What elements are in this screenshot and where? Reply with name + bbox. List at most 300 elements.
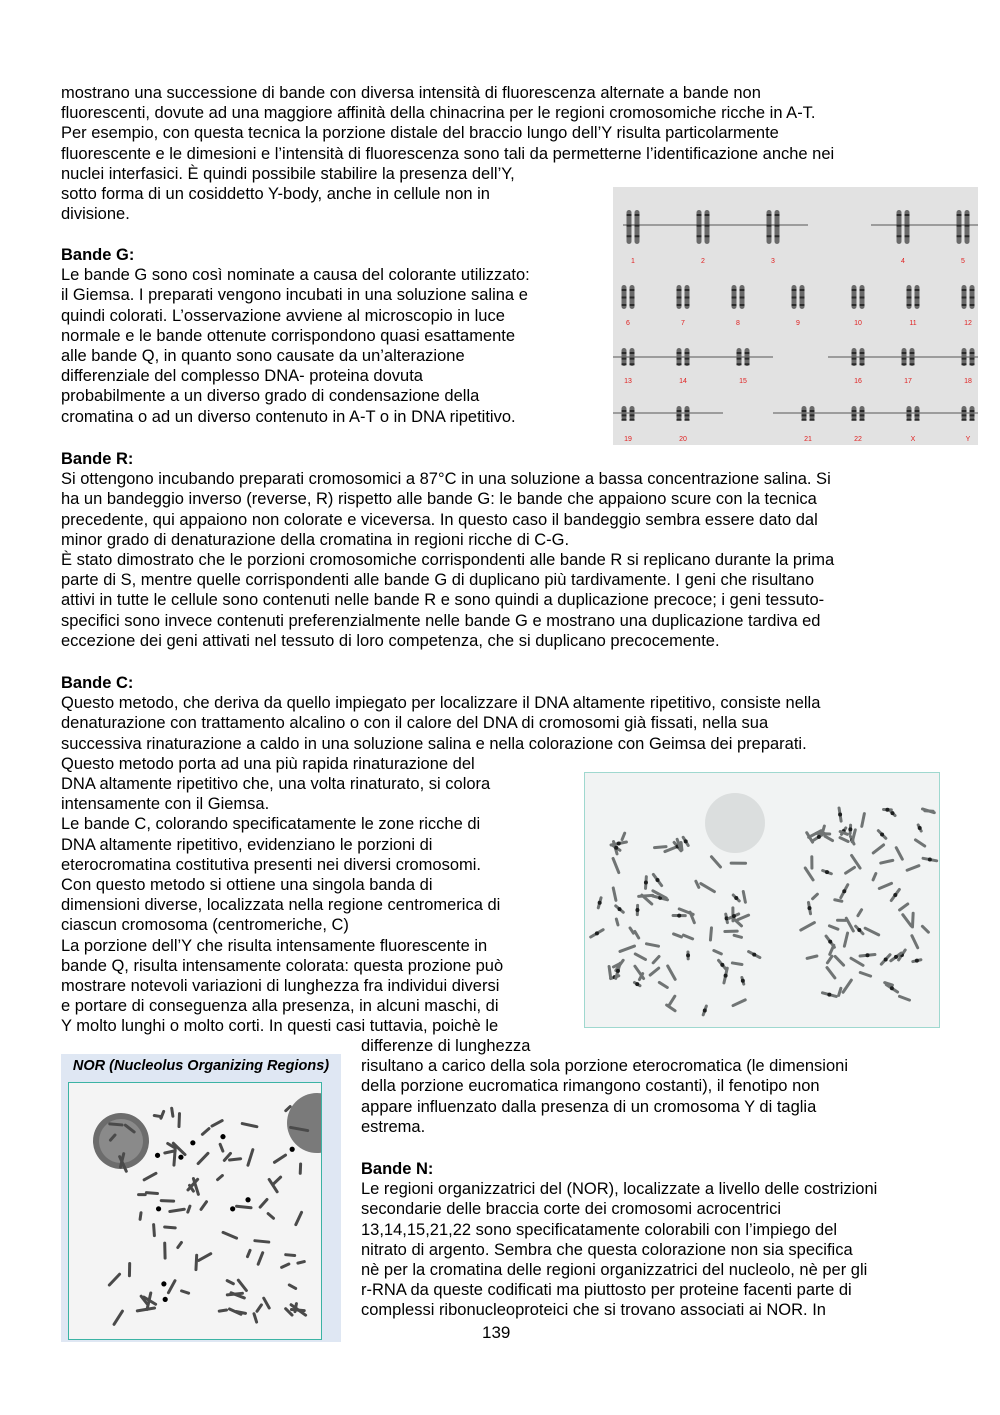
chromosome-band (860, 297, 865, 299)
chromosome (147, 1293, 151, 1309)
chromosome (852, 855, 860, 868)
chromosome (140, 1213, 141, 1220)
chromosome (835, 900, 842, 902)
chromosome-band (910, 352, 915, 354)
text-line: DNA altamente ripetitivo, evidenziano le porzioni di (61, 835, 433, 854)
chromosome (896, 848, 902, 860)
chromosome-band (792, 304, 797, 306)
section-heading: Bande R: (61, 450, 134, 468)
chromosome-band (907, 410, 912, 412)
chromosome-number-label: 9 (796, 320, 800, 327)
chromosome (230, 1159, 241, 1160)
text-line: ha un bandeggio inverso (reverse, R) rispetto alle bande G: le bande che appaiono scure con la tecnica (61, 490, 817, 509)
chromosome-band (630, 414, 635, 416)
chromosome (178, 1243, 182, 1248)
chromosome (635, 954, 645, 960)
chromosome (238, 1280, 246, 1290)
chromosome-band (622, 414, 627, 416)
chromosome-band (740, 304, 745, 306)
chromosome-band (767, 225, 772, 227)
nucleus (287, 1093, 321, 1153)
text-line: mostrare notevoli variazioni di lunghezza fra individui diversi (61, 977, 500, 996)
centromeric-band (720, 963, 724, 967)
chromosome-band (677, 352, 682, 354)
nor-silver-dot (245, 1197, 250, 1202)
chromosome (646, 944, 658, 946)
chromosome-band (677, 297, 682, 299)
chromosome-band (910, 363, 915, 365)
text-line: specifici sono invece contenuti preferenzialmente nelle bande G e mostrano una duplicazione tardiva ed (61, 611, 821, 630)
chromosome-band (630, 419, 635, 421)
chromosome (635, 931, 639, 937)
chromosome (616, 919, 618, 925)
chromosome (827, 968, 835, 978)
chromosome (227, 1281, 233, 1284)
chromosome-band (852, 358, 857, 360)
chromosome-band (852, 419, 857, 421)
text-line: Questo metodo porta ad una più rapida rinaturazione del (61, 754, 475, 773)
chromosome (146, 1193, 157, 1194)
chromosome-band (860, 363, 865, 365)
chromosome-band (802, 410, 807, 412)
text-line: Con questo metodo si ottiene una singola banda di (61, 876, 433, 895)
chromosome-band (740, 297, 745, 299)
chromosome-number-label: 14 (679, 378, 687, 385)
chromosome-band (897, 235, 902, 237)
text-line: normale e le bande ottenute corrispondono quasi esattamente (61, 326, 516, 345)
text-line: alle bande Q, in quanto sono causate da un’alterazione (61, 347, 465, 366)
chromosome (879, 883, 891, 888)
centromeric-band (893, 893, 897, 897)
text-line: Le regioni organizzatrici del (NOR), localizzate a livello delle costrizioni (361, 1180, 878, 1199)
chromosome-band (685, 289, 690, 291)
centromeric-band (732, 914, 736, 918)
chromosome-chromatid (630, 406, 635, 420)
centromeric-band (825, 870, 829, 874)
text-line: eterocromatina costitutiva presenti nei diversi cromosomi. (61, 855, 482, 874)
karyotype-figure (613, 187, 978, 445)
text-line: attivi in tutte le cellule sono contenuti nelle bande R e sono quindi a duplicazione precoce; i geni tessuto- (61, 591, 825, 610)
chromosome-band (685, 297, 690, 299)
chromosome-band (907, 304, 912, 306)
chromosome-number-label: 8 (736, 320, 740, 327)
chromosome-band (860, 414, 865, 416)
chromosome-band (962, 358, 967, 360)
chromosome-band (705, 225, 710, 227)
chromosome-band (970, 363, 975, 365)
nor-metaphase-drawing (69, 1083, 321, 1339)
text-line: bande Q, risulta intensamente colorata: questa prozione può (61, 956, 504, 975)
chromosome-band (622, 352, 627, 354)
chromosome-band (962, 297, 967, 299)
chromosome (668, 966, 675, 979)
section-bande-n (361, 1159, 877, 1321)
chromosome-number-label: 4 (901, 258, 905, 265)
chromosome-band (745, 352, 750, 354)
chromosome (732, 963, 742, 965)
chromosome-band (915, 297, 920, 299)
chromosome (851, 958, 863, 965)
chromosome-chromatid (622, 406, 627, 420)
chromosome (714, 951, 721, 954)
centromeric-band (656, 878, 660, 882)
chromosome-band (685, 414, 690, 416)
chromosome-band (897, 225, 902, 227)
chromosome-band (970, 358, 975, 360)
chromosome (630, 928, 633, 933)
chromosome (174, 1148, 175, 1165)
chromosome-band (970, 304, 975, 306)
section-heading: Bande C: (61, 674, 134, 692)
section-bande-r (61, 449, 834, 651)
chromosome-band (627, 235, 632, 237)
text-line: della porzione eucromatica rimangono costanti), il fenotipo non (361, 1077, 820, 1096)
chromosome (144, 1173, 156, 1180)
chromosome (219, 1310, 226, 1311)
chromosome-band (685, 352, 690, 354)
chromosome (273, 1177, 280, 1184)
chromosome (862, 814, 865, 827)
centromeric-band (684, 839, 688, 843)
chromosome (907, 866, 919, 871)
chromosome-number-label: 2 (701, 258, 705, 265)
chromosome-number-label: 7 (681, 320, 685, 327)
chromosome (620, 946, 635, 951)
chromosome (681, 842, 682, 850)
nor-silver-dot (155, 1153, 160, 1158)
chromosome (805, 868, 813, 880)
chromosome-band (767, 214, 772, 216)
chromosome-band (860, 352, 865, 354)
chromosome (109, 1274, 119, 1285)
chromosome-band (677, 358, 682, 360)
chromosome-band (627, 225, 632, 227)
chromosome (609, 966, 611, 977)
centromeric-band (890, 811, 894, 815)
chromosome (202, 1129, 209, 1135)
centromeric-band (595, 931, 599, 935)
chromosome (165, 1227, 176, 1228)
chromosome-band (810, 414, 815, 416)
text-line: Per esempio, con questa tecnica la porzione distale del braccio lungo dell’Y risulta particolarmente (61, 124, 779, 143)
text-line: precedente, qui appaiono non colorate e viceversa. In questo caso il bandeggio sembra essere dato dal (61, 510, 818, 529)
nor-silver-dot (230, 1206, 235, 1211)
text-line: fluorescenti, dovute ad una maggiore affinità della chinacrina per le regioni cromosomiche ricche in A-T. (61, 104, 816, 123)
chromosome (840, 838, 848, 842)
chromosome-band (630, 304, 635, 306)
section-bande-g (61, 245, 530, 427)
chromosome (282, 1264, 289, 1267)
chromosome (710, 928, 711, 940)
chromosome (199, 1254, 211, 1261)
chromosome-band (635, 235, 640, 237)
chromosome-band (852, 414, 857, 416)
chromosome (860, 972, 870, 976)
chromosome-band (677, 414, 682, 416)
chromosome (650, 968, 659, 975)
text-line: appare influenzato dalla presenza di un cromosoma Y di taglia (361, 1097, 817, 1116)
chromosome-band (677, 289, 682, 291)
chromosome-band (697, 225, 702, 227)
chromosome-band (852, 289, 857, 291)
text-line: Le bande C, colorando specificatamente le zone ricche di (61, 815, 481, 834)
text-line: minor grado di denaturazione della cromatina in regioni ricche di C-G. (61, 530, 570, 549)
chromosome-band (737, 358, 742, 360)
centromeric-band (827, 993, 831, 997)
centromeric-band (752, 953, 756, 957)
section-heading: Bande G: (61, 246, 135, 264)
centromeric-band (880, 832, 884, 836)
chromosome-band (745, 363, 750, 365)
chromosome-band (965, 214, 970, 216)
chromosome-number-label: 6 (626, 320, 630, 327)
nor-silver-stain-image (68, 1082, 322, 1340)
chromosome-band (622, 410, 627, 412)
text-line: cromatina o ad un diverso contenuto in A-T o in DNA ripetitivo. (61, 407, 516, 426)
chromosome (188, 1206, 190, 1212)
centromeric-band (616, 969, 620, 973)
text-line: intensamente con il Giemsa. (61, 795, 270, 814)
chromosome (922, 809, 934, 813)
chromosome (873, 874, 876, 880)
chromosome (835, 956, 843, 965)
chromosome-band (732, 289, 737, 291)
chromosome-chromatid (907, 406, 912, 420)
chromosome (154, 1225, 155, 1236)
chromosome-chromatid (962, 406, 967, 420)
chromosome-number-label: 5 (961, 258, 965, 265)
nor-silver-dot (290, 1147, 295, 1152)
centromeric-band (644, 881, 648, 885)
chromosome-band (685, 363, 690, 365)
chromosome (298, 1262, 304, 1264)
centromeric-band (842, 889, 846, 893)
chromosome-band (915, 304, 920, 306)
chromosome-band (775, 235, 780, 237)
chromosome-band (957, 225, 962, 227)
centromeric-band (724, 974, 728, 978)
chromosome (912, 913, 913, 927)
chromosome-band (732, 297, 737, 299)
text-line: complessi ribonucleoproteici che si trovano associati ai NOR. In (361, 1301, 826, 1320)
text-line: parte di S, mentre quelle corrispondenti alle bande G di duplicano più tardivamente. I geni che risultano (61, 571, 815, 590)
centromeric-band (741, 979, 745, 983)
centromeric-band (928, 858, 932, 862)
c-band-metaphase-figure (584, 772, 940, 1028)
chromosome (286, 1107, 290, 1111)
centromeric-band (884, 957, 888, 961)
chromosome (858, 910, 862, 916)
c-band-metaphase-image (585, 773, 939, 1027)
chromosome (900, 904, 908, 910)
chromosome (711, 857, 720, 867)
chromosome-band (970, 414, 975, 416)
chromosome (114, 1311, 122, 1324)
chromosome (201, 1202, 206, 1210)
chromosome-chromatid (915, 406, 920, 420)
chromosome (212, 1121, 222, 1126)
chromosome-band (907, 297, 912, 299)
chromosome-band (897, 214, 902, 216)
centromeric-band (807, 906, 811, 910)
text-line: secondarie delle braccia corte dei cromosomi acrocentrici (361, 1200, 782, 1219)
text-line: È stato dimostrato che le porzioni cromosomiche corrispondenti alle bande R si replicano durante la prima (61, 551, 835, 570)
chromosome-band (677, 363, 682, 365)
centromeric-band (866, 953, 870, 957)
chromosome-band (970, 410, 975, 412)
text-line: risultano a carico della sola porzione eterocromatica (le dimensioni (361, 1057, 848, 1076)
chromosome-chromatid (852, 406, 857, 420)
chromosome (873, 845, 883, 853)
chromosome (846, 867, 855, 873)
text-line: Y molto lunghi o molto corti. In questi casi tuttavia, poichè le (61, 1017, 499, 1036)
chromosome-band (630, 410, 635, 412)
chromosome-number-label: 15 (739, 378, 747, 385)
chromosome (242, 1124, 257, 1127)
text-line: probabilmente a un diverso grado di condensazione della (61, 387, 480, 406)
chromosome-band (800, 297, 805, 299)
chromosome-band (907, 419, 912, 421)
chromosome (669, 996, 675, 1005)
chromosome-chromatid (970, 406, 975, 420)
chromosome-band (970, 419, 975, 421)
text-line: ciascun cromosoma (centromeriche, C) (61, 916, 349, 935)
chromosome-band (737, 352, 742, 354)
chromosome-number-label: X (910, 436, 916, 443)
text-line: Si ottengono incubando preparati cromosomici a 87°C in una soluzione a bassa concentrazione salina. Si (61, 470, 831, 489)
chromosome (843, 980, 851, 992)
centromeric-band (635, 982, 639, 986)
chromosome-band (800, 304, 805, 306)
chromosome-band (685, 410, 690, 412)
chromosome-chromatid (677, 406, 682, 420)
nor-silver-dot (190, 1140, 195, 1145)
text-line: La porzione dell’Y che risulta intensamente fluorescente in (61, 936, 488, 955)
chromosome (179, 1114, 180, 1127)
text-line: nitrato di argento. Sembra che questa colorazione non sia specifica (361, 1240, 853, 1259)
chromosome-band (965, 235, 970, 237)
chromosome-band (915, 289, 920, 291)
text-line: nè per la cromatina delle regioni organizzatrici del nucleolo, nè per gli (361, 1261, 868, 1280)
text-line: il Giemsa. I preparati vengono incubati in una soluzione salina e (61, 286, 528, 305)
chromosome-band (622, 419, 627, 421)
text-line: DNA altamente ripetitivo che, una volta rinaturato, si colora (61, 775, 491, 794)
chromosome-band (802, 414, 807, 416)
chromosome (701, 884, 715, 892)
chromosome (247, 1250, 250, 1256)
chromosome (829, 926, 837, 929)
chromosome (743, 891, 745, 902)
chromosome-band (705, 214, 710, 216)
text-line: r-RNA da queste codificati ma piuttosto per proteine facenti parte di (361, 1281, 852, 1300)
text-line: divisione. (61, 205, 130, 224)
centromeric-band (838, 813, 842, 817)
chromosome (296, 1212, 302, 1224)
chromosome (227, 1293, 242, 1295)
chromosome-band (630, 297, 635, 299)
chromosome-number-label: 21 (804, 436, 812, 443)
text-line: eccezione dei geni attivati nel tessuto di loro competenza, che si duplicano precocemente. (61, 631, 720, 650)
chromosome-band (852, 352, 857, 354)
chromosome-band (905, 235, 910, 237)
chromosome-band (907, 414, 912, 416)
centromeric-band (598, 901, 602, 905)
chromosome (613, 858, 619, 872)
chromosome (653, 956, 659, 962)
centromeric-band (828, 940, 832, 944)
chromosome (613, 888, 616, 900)
chromosome (254, 1314, 257, 1322)
chromosome-band (630, 358, 635, 360)
chromosome (881, 860, 893, 863)
chromosome-band (962, 352, 967, 354)
chromosome-band (622, 363, 627, 365)
chromosome (248, 1150, 253, 1165)
chromosome-band (902, 358, 907, 360)
chromosome-band (627, 214, 632, 216)
centromeric-band (817, 835, 821, 839)
chromosome-band (622, 297, 627, 299)
chromosome-band (622, 289, 627, 291)
text-line: Questo metodo, che deriva da quello impiegato per localizzare il DNA altamente ripetitivo, consiste nella (61, 694, 821, 713)
chromosome (839, 988, 841, 995)
chromosome (170, 1209, 184, 1211)
chromosome (289, 1285, 295, 1289)
chromosome-number-label: 3 (771, 258, 775, 265)
chromosome-band (745, 358, 750, 360)
chromosome-number-label: 17 (904, 378, 912, 385)
chromosome (852, 830, 855, 842)
chromosome (738, 915, 749, 920)
bande-c-continuation (361, 1036, 848, 1137)
chromosome (659, 982, 667, 987)
centromeric-band (857, 928, 861, 932)
chromosome-band (852, 363, 857, 365)
nor-silver-dot (156, 1206, 161, 1211)
chromosome-number-label: 22 (854, 436, 862, 443)
chromosome-band (677, 410, 682, 412)
centromeric-band (618, 907, 622, 911)
chromosome-band (907, 289, 912, 291)
chromosome-number-label: 10 (854, 320, 862, 327)
intro-full-lines (61, 83, 834, 184)
chromosome (827, 956, 832, 963)
chromosome (154, 1116, 161, 1117)
chromosome-band (902, 363, 907, 365)
chromosome (286, 1255, 295, 1256)
chromosome-band (852, 297, 857, 299)
chromosome-band (962, 363, 967, 365)
chromosome (674, 934, 682, 937)
chromosome-band (810, 410, 815, 412)
chromosome-band (970, 352, 975, 354)
centromeric-band (848, 827, 852, 831)
chromosome-band (915, 419, 920, 421)
chromosome-band (860, 304, 865, 306)
centromeric-band (614, 846, 618, 850)
chromosome-band (962, 419, 967, 421)
nor-figure (61, 1054, 341, 1342)
section-heading: Bande N: (361, 1160, 434, 1178)
centromeric-band (677, 914, 681, 918)
text-line: Le bande G sono così nominate a causa del colorante utilizzato: (61, 266, 530, 285)
chromosome (110, 1124, 122, 1125)
chromosome-band (685, 304, 690, 306)
chromosome-band (970, 289, 975, 291)
chromosome (220, 1144, 223, 1151)
centromeric-band (686, 953, 690, 957)
chromosome-band (685, 358, 690, 360)
